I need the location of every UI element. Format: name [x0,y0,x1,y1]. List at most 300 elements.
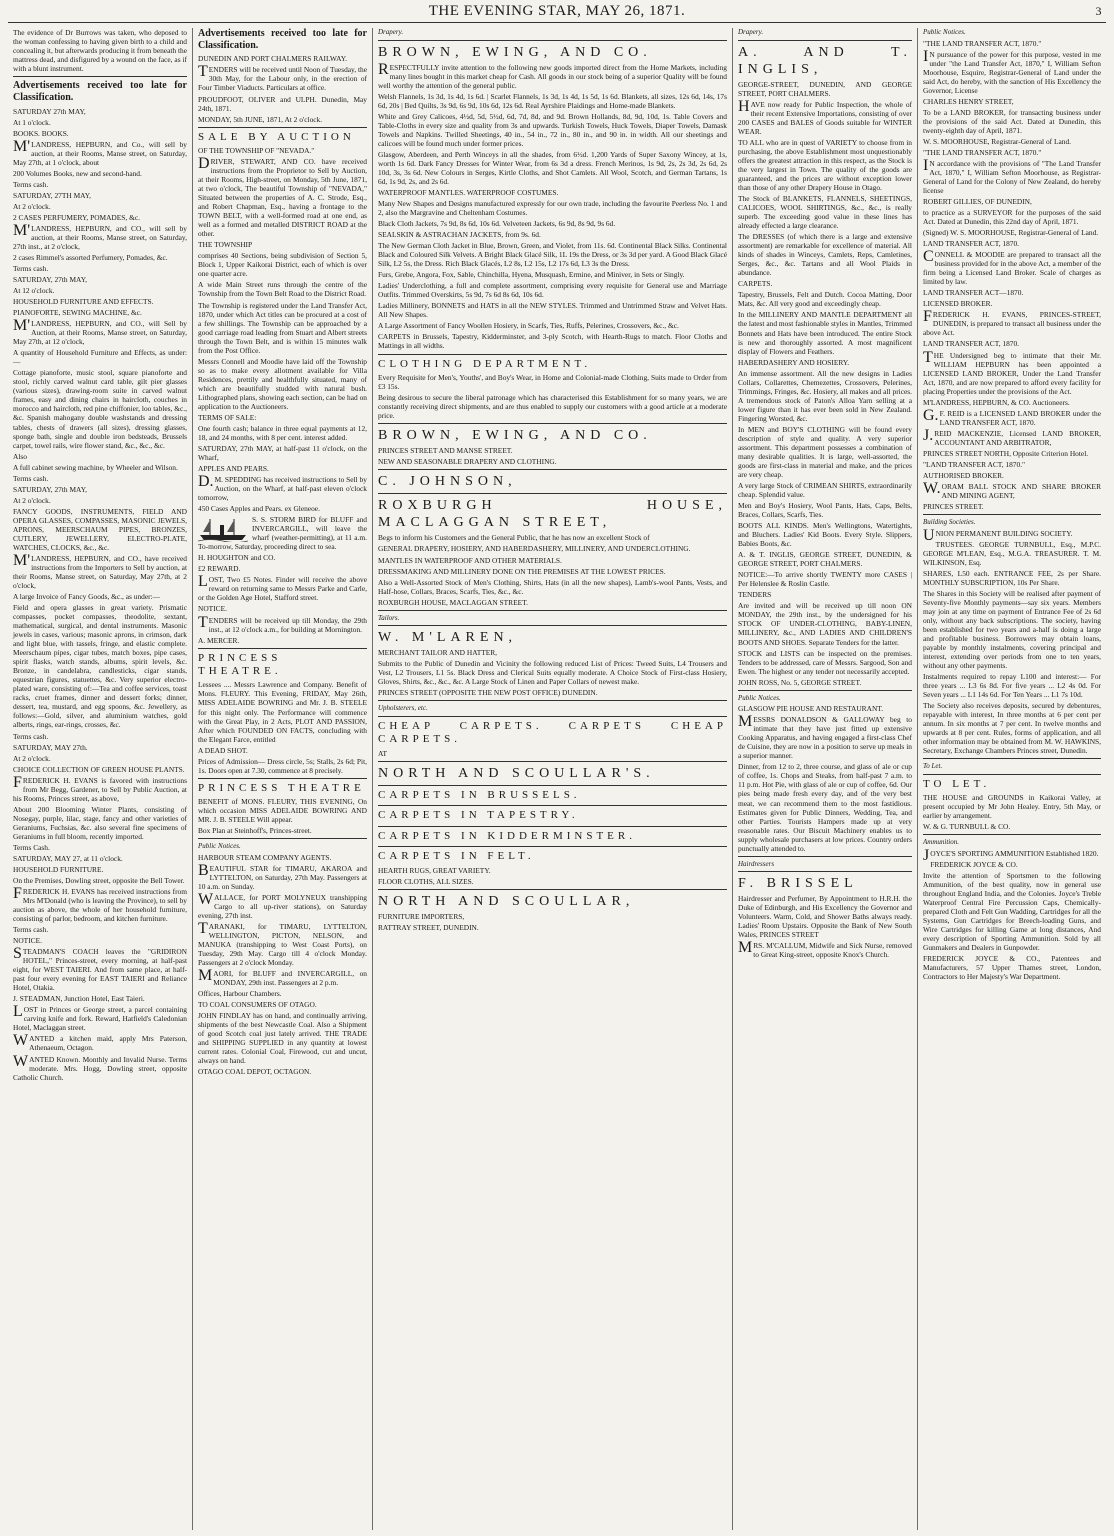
centered-line [198,853,367,862]
large-display-heading [378,893,727,910]
paragraph [738,570,912,588]
text: HOUSEHOLD FURNITURE. [13,864,104,874]
divider [923,758,1101,759]
display-heading [198,782,367,795]
centered-line [13,743,187,752]
text: CARPETS IN TAPESTRY. [378,809,579,822]
divider [378,625,727,626]
text: M'LANDRESS, HEPBURN, and Co., will sell by auction, at their Rooms, Manse street, on Saturday, May 27th, at 1 o'clock, about [13,137,187,167]
text: Building Societies. [923,518,976,526]
centered-line [923,398,1101,407]
column-4 [733,28,918,1530]
centered-line [923,239,1101,248]
display-heading [923,778,1101,791]
text: MAORI, for BLUFF and INVERCARGILL, on MONDAY, 29th inst. Passengers at 2 p.m. [198,967,367,988]
divider [378,700,727,701]
text: TENDERS will be received until Noon of Tuesday, the 30th May, for the Labour only, in the erection of Four Timber Viaducts. Particulars at office. [198,63,367,93]
text: NEW AND SEASONABLE DRAPERY AND CLOTHING. [378,457,557,467]
text: At 2 o'clock. [13,495,51,505]
centered-line [923,148,1101,157]
text: A very large Stock of CRIMEAN SHIRTS, extraordinarily cheap. Splendid value. [738,481,912,500]
large-display-heading [378,427,727,444]
centered-line [198,826,367,835]
centered-line [198,604,367,613]
paragraph [923,701,1101,755]
text: At 1 o'clock. [13,117,51,127]
text: MRS. M'CALLUM, Midwife and Sick Nurse, removed to Great King-street, opposite Knox's Church. [738,939,912,960]
text: JOHN FINDLAY has on hand, and continually arriving, shipments of the best Newcastle Coal. Also a Shipment of good Scotch coal just lately arrived. THE TRADE and SHIPPING SUPPLIED in any quantity at lowest current rates. Colonial Coal, Firewood, cut and uncut, always on hand. [198,1011,367,1066]
text: Ladies Millinery, BONNETS and HATS in all the NEW STYLES. Trimmed and Untrimmed Straw and Velvet Hats. All New Shapes. [378,301,727,320]
text: PIANOFORTE, SEWING MACHINE, &c. [13,308,142,318]
text: The Stock of BLANKETS, FLANNELS, SHEETINGS, CALICOES, WOOL SHIRTINGS, &c., &c., is really superb. The exceeding good value in these lines has already effected a large clearance. [738,194,912,231]
centered-line [13,107,187,116]
centered-line [378,301,727,319]
advert-paragraph [198,613,367,634]
paragraph [923,108,1101,135]
centered-line [378,446,727,455]
text: NOTICE. [198,604,227,614]
centered-line [13,765,187,774]
text: A. & T. INGLIS, GEORGE STREET, DUNEDIN, & GEORGE STREET, PORT CHALMERS. [738,550,912,569]
text: J. STEADMAN, Junction Hotel, East Taieri. [13,994,145,1004]
advert-paragraph [198,575,367,602]
text: Advertisements received too late for Classification. [13,80,187,104]
centered-line [378,556,727,565]
category-heading [923,762,1101,771]
advert-paragraph [198,890,367,920]
text: 450 Cases Apples and Pears. ex Gleneoe. [198,504,320,514]
text: A quantity of Household Furniture and Effects, as under:— [13,348,187,367]
divider [378,826,727,827]
text: APPLES AND PEARS. [198,464,269,474]
centered-line [738,550,912,568]
text: Hairdressers [738,859,775,868]
centered-line [13,118,187,127]
text: About 200 Blooming Winter Plants, consisting of Nosegay, purple, lilac, stage, fancy and other varieties of Geraniums, Fuchsias, &c. also several fine specimens of Geraniums in full bloom, recently imported. [13,804,187,841]
text: PRINCES STREET AND MANSE STREET. [378,446,513,456]
text: ROXBURGH HOUSE, MACLAGGAN STREET. [378,597,528,607]
text: TARANAKI, for TIMARU, LYTTELTON, WELLINGTON, PICTON, NELSON, and MANUKA (transhipping to West Coast Ports), on Tuesday, 29th May. Cargo till 4 o'clock Monday. Passengers at 2 o'clock Monday. [198,920,367,968]
centered-line [13,485,187,494]
text: "THE LAND TRANSFER ACT, 1870." [923,38,1042,48]
advert-paragraph [198,65,367,92]
text: One fourth cash; balance in three equal payments at 12, 18, and 24 months, with 8 per cent. interest added. [198,423,367,442]
advert-paragraph [923,426,1101,447]
centered-line [198,746,367,755]
centered-line [378,659,727,686]
centered-line [198,1067,367,1076]
column-3 [373,28,733,1530]
text: JOYCE'S SPORTING AMMUNITION Established 1820. [923,846,1099,864]
centered-line [13,129,187,138]
centered-line [738,358,912,367]
text: Tailors. [378,613,400,622]
text: IN pursuance of the power for this purpose, vested in me under "the Land Transfer Act, 1870," I, William Sefton Moorhouse, Esquire, Registrar-General of Land under the said Act, do hereby, with the sanction of His Excellency the Governor, License [923,47,1101,95]
divider [198,648,367,649]
centered-line [738,704,912,713]
advert-paragraph [923,526,1101,544]
text: DRIVER, STEWART, AND CO. have received instructions from the Proprietor to Sell by Auction, at their Rooms, High-street, on Monday, 5th June, 1871, at two o'clock, The beautiful Township of "NEVADA," Situated between the properties of A. C. Strode, Esq., and Robert Chapman, Esq., having a frontage to the TOWN BELT, with a well-formed road at one end, as well as a formed and metalled DISTRICT ROAD at the other. [198,155,367,239]
centered-line [13,732,187,741]
text: RESPECTFULLY invite attention to the following new goods imported direct from the Home Markets, including many lines bought in this market cheap for Cash. All goods in our stock being of a superior Quality will be found well worthy the attention of the general public. [378,60,727,90]
advert-paragraph [13,551,187,590]
masthead-title: THE EVENING STAR, MAY 26, 1871. [428,3,686,19]
text: THE HOUSE and GROUNDS in Kaikorai Valley, at present occupied by Mr John Healey. Entry, 5th May, or earlier by arrangement. [923,793,1101,821]
centered-line [923,471,1101,480]
text: Tapestry, Brussels, Felt and Dutch. Cocoa Matting, Door Mats, &c. All very good and exceedingly cheap. [738,290,912,309]
text: Ammunition. [923,838,959,847]
text: F. BRISSEL [738,876,858,892]
large-display-heading [378,497,727,531]
centered-line [923,137,1101,146]
paragraph [738,601,912,646]
paragraph [198,504,367,513]
text: Ladies' Underclothing, a full and complete assortment, comprising every requisite for General use and Marriage Outfits. Trimmed Overskirts, 5s 9d, 7s 6d 8s 6d, 10s 6d. [378,281,727,300]
text: SATURDAY, MAY 27, at 11 o'clock. [13,853,123,863]
text: W. S. MOORHOUSE, Registrar-General of Land. [923,136,1071,146]
section-header [13,80,187,104]
paragraph [738,481,912,499]
column-1 [8,28,193,1530]
text: M'LANDRESS, HEPBURN, & CO. Auctioneers. [923,397,1070,407]
centered-line [13,854,187,863]
centered-line [198,1000,367,1009]
centered-line [378,457,727,466]
text: THE TOWNSHIP [198,240,253,250]
text: Invite the attention of Sportsmen to the following Ammunition, of the best quality, now in general use throughout England India, and the Colonies. Joyce's Treble Waterproof Central Fire Percussion Caps, Chemically-prepared Cloth and Felt Gun Wadding, Cartridges for all the Systems, Gun Cartridges for Breech-loading Guns, and Wire Cartridges for killing Game at long distances, And every description of Sporting Ammunition. Sold by all Gunmakers and Dealers in Gunpowder. [923,870,1101,953]
text: Upholsterers, etc. [378,704,428,713]
text: White and Grey Calicoes, 4½d, 5d, 5½d, 6d, 7d, 8d, and 9d. Brown Hollands, 8d, 9d, 10d, 1s. Table Covers and Table-Cloths in every size and quality from 3s and upwards. Turkish Towels, Huck Towels, Diaper Towels, Damask Towels and Napkins. Twilled Sheetings, 40 in., 54 in., 72 in., 80 in., and 90 in. in width. All our sheetings and calicoes will be found much under former prices. [378,111,727,148]
paragraph [738,232,912,277]
section-header [198,28,367,52]
paragraph [923,672,1101,699]
text: To Let. [923,762,943,771]
text: BOOKS. BOOKS. [13,128,69,138]
text: S. S. STORM BIRD for BLUFF and INVERCARGILL, will leave the wharf (weather-permitting), at 11 a.m. To-morrow, Saturday, proceeding direct to sea. [198,515,367,552]
text: SATURDAY, 27th MAY, at half-past 11 o'clock, on the Wharf, [198,443,367,462]
ship-advert [198,515,367,551]
advert-paragraph [923,479,1101,500]
text: The Society also receives deposits, secured by debentures, repayable with interest, In three months at 6 per cent per annum. In six months at 7 per cent. In twelve months and upwards at 8 per cent. Rules, forms of application, and all other information may be obtained from M. W. HAWKINS, Secretary, Exchange Chambers Princes street, Dunedin. [923,701,1101,756]
category-heading [923,28,1101,37]
paragraph [13,253,187,262]
text: ROBERT GILLIES, OF DUNEDIN, [923,197,1032,207]
advert-paragraph [378,60,727,90]
centered-line [378,188,727,197]
text: SATURDAY, 27th MAY, [13,275,87,285]
text: A large Invoice of Fancy Goods, &c., as under:— [13,592,161,602]
centered-line [198,95,367,113]
text: Terms cash. [13,179,49,189]
display-heading [198,131,367,144]
paragraph [198,357,367,411]
text: HAVE now ready for Public Inspection, the whole of their recent Extensive Importations, consisting of over 200 CASES and BALES of Goods suitable for WINTER WEAR. [738,97,912,136]
divider [923,514,1101,515]
advert-paragraph [198,969,367,987]
text: An immense assortment. All the new designs in Ladies Collars, Collarettes, Chemezettes, Crossovers, Pelerines, Trimmings, Fringes, &c. Hosiery, all makes and all prices. A tremendous stock of Paton's Alloa Yarn selling at a lower figure than it has ever been sold in New Zealand. Fingering Worsted, &c. [738,368,912,423]
text: Every Requisite for Men's, Youths', and Boy's Wear, in Home and Colonial-made Clothing, Suits made to Order from £3 15s. [378,372,727,391]
paragraph [13,805,187,841]
text: Dinner, from 12 to 2, three course, and glass of ale or cup of coffee, 1s. Chops and Steaks, from half-past 7 a.m. to 11 p.m. Hot Pie, with glass of ale or cup of coffee, 6d. Our pies being made fresh every day, and of the very best meat, we can recommend them to the most fastidious. Estimates given for Public Dinners, Wedding, Tea, and other Parties. Tourists Hampers made up at very reasonable rates. Our Biscuit Machinery enables us to supply wholesale purchasers at low prices. Country orders punctually attended to. [738,762,912,853]
text: Also [13,451,27,461]
text: MANTLES IN WATERPROOF AND OTHER MATERIALS. [378,555,562,565]
centered-line [198,553,367,562]
divider [738,690,912,691]
centered-line [738,590,912,599]
centered-line [13,474,187,483]
paragraph [13,348,187,366]
text: At 2 o'clock. [13,753,51,763]
text: WANTED Known. Monthly and Invalid Nurse. Terms moderate. Mrs. Hogg, Dowling street, opposite Catholic Church. [13,1052,187,1082]
text: 2 cases Rimmel's assorted Perfumery, Pomades, &c. [13,252,168,262]
text: CHARLES HENRY STREET, [923,96,1014,106]
text: SHARES, L50 each. ENTRANCE FEE, 2s per Share. MONTHLY SUBSCRIPTION, 10s Per Share. [923,568,1101,587]
text: (Signed) W. S. MOORHOUSE, Registrar-General of Land. [923,228,1099,238]
text: SATURDAY 27th MAY, [13,106,86,116]
advert-paragraph [13,137,187,167]
advert-paragraph [198,922,367,967]
text: LAND TRANSFER ACT—1870. [923,288,1024,298]
paragraph [378,199,727,217]
centered-line [923,860,1101,869]
text: STEADMAN'S COACH leaves the "GRIDIRON HOTEL," Princes-street, every morning, at half-past eight, for WEST TAIERI. And from same place, at half-past four every evening for EAST TAIERI and Reliance Hotel, Otakia. [13,945,187,993]
divider [378,40,727,41]
text: TO ALL who are in quest of VARIETY to choose from in purchasing, the above Establishment most unquestionably offers the greatest attraction in this respect, as the Stock is the very largest in Town. The quality of the goods are guaranteed, and the prices are without exception lower than those of any other Drapery House in Otago. [738,137,912,193]
text: Messrs Connell and Moodie have laid off the Township so as to make every allotment available for Villa Residences, prettily and healthfully situated, many of which are beautifully studded with natural bush. Lithographed plans, showing each section, can be had on application to the Auctioneers. [198,356,367,411]
divider [738,40,912,41]
text: RATTRAY STREET, DUNEDIN. [378,922,479,932]
text: At 12 o'clock. [13,286,55,296]
paragraph [738,521,912,548]
text: to practice as a SURVEYOR for the purposes of the said Act. Dated at Dunedin, this 22nd day of April, 1871. [923,208,1101,227]
text: A Large Assortment of Fancy Woollen Hosiery, in Scarfs, Ties, Ruffs, Pelerines, Crossovers, &c., &c. [378,321,679,331]
text: M'LANDRESS, HEPBURN, and CO., will Sell by Auction, at their Rooms, Manse street, on Saturday, May 27th, at 12 o'clock, [13,317,187,347]
divider [378,761,727,762]
text: C. JOHNSON, [378,474,517,490]
text: FREDERICK JOYCE & CO. [930,859,1018,869]
text: FREDERICK H. EVANS has received instructions from Mrs M'Donald (who is leaving the Province), to sell by auction as above, the whole of her household furniture, consisting of parlor, bedroom, and kitchen furniture. [13,884,187,924]
text: Black Cloth Jackets, 7s 9d, 8s 6d, 10s 6d. Velveteen Jackets, 6s 9d, 8s 9d, 9s 6d. [378,219,616,229]
paragraph [13,28,187,73]
centered-line [13,865,187,874]
text: CARPETS in Brussels, Tapestry, Kidderminster, and 3-ply Scotch, with Hearth-Rugs to match. Floor Cloths and Mattings in all widths. [378,332,727,351]
text: CARPETS. [738,279,773,289]
category-heading [378,704,727,713]
text: ROXBURGH HOUSE, MACLAGGAN STREET, [378,498,727,531]
divider [378,610,727,611]
paragraph [378,219,727,228]
large-display-heading [378,44,727,61]
text: Terms cash. [13,731,49,741]
centered-line [198,464,367,473]
advert-paragraph [923,348,1101,396]
text: TO COAL CONSUMERS OF OTAGO. [198,1000,317,1010]
text: LAND TRANSFER ACT, 1870. [923,339,1020,349]
column-2 [193,28,373,1530]
display-heading [378,809,727,822]
divider [378,785,727,786]
centered-line [378,373,727,391]
steamship-icon [198,516,248,542]
text: Drapery. [378,28,404,36]
text: BROWN, EWING, AND CO. [378,428,652,444]
text: 2 CASES PERFUMERY, POMADES, &c. [13,212,140,222]
centered-line [13,994,187,1003]
display-heading [378,358,727,371]
centered-line [13,308,187,317]
text: LAND TRANSFER ACT, 1870. [923,239,1020,249]
centered-line [738,894,912,939]
paragraph [198,424,367,442]
divider [738,871,912,872]
advert-paragraph [198,157,367,238]
centered-line [13,507,187,552]
paragraph [198,280,367,298]
paragraph [738,290,912,308]
centered-line [923,460,1101,469]
centered-line [378,648,727,657]
text: DUNEDIN AND PORT CHALMERS RAILWAY. [198,54,347,64]
centered-line [378,567,727,576]
paragraph [378,270,727,279]
text: To be a LAND BROKER, for transacting business under the provisions of the said Act. Dated at Dunedin, this twenty-eighth day of April, 1871. [923,107,1101,135]
advert-paragraph [13,884,187,924]
centered-line [13,925,187,934]
divider [198,838,367,839]
text: M'LANDRESS, HEPBURN, and CO., have received instructions from the Importers to Sell by auction, at their Rooms, Manse street, on Saturday, May 27th, at 2 o'clock, [13,551,187,590]
centered-line [13,286,187,295]
text: The evidence of Dr Burrows was taken, who deposed to the woman confessing to having given birth to a child and concealing it, but afterwards producing it from beneath the mattress dead, and disfigured by a wound on the face, as if with a blunt instrument. [13,28,187,74]
text: AT [378,748,388,758]
centered-line [923,569,1101,587]
advert-paragraph [923,406,1101,427]
text: FURNITURE IMPORTERS, [378,911,465,921]
divider [198,778,367,779]
text: LOST in Princes or George street, a parcel containing carving knife and fork. Reward, Hatfield's Caledonian Hotel, Maclaggan street. [13,1003,187,1033]
text: FANCY GOODS, INSTRUMENTS, FIELD AND OPERA GLASSES, COMPASSES, MASONIC JEWELS, APRONS, MEERSCHAUM PIPES, BRONZES, CUTLERY, JEWELLERY, ELECTRO-PLATE, WATCHES, CLOCKS, &c., &c. [13,506,187,552]
paragraph [923,871,1101,952]
text: TRUSTEES. GEORGE TURNBULL, Esq., M.P.C. GEORGE M'LEAN, Esq., M.G.A. TREASURER. T. M. WILKINSON, Esq. [923,539,1101,567]
text: SALE BY AUCTION [198,130,355,143]
centered-line [198,564,367,573]
text: Terms cash. [13,473,49,483]
text: PRINCESS THEATRE. [198,651,282,677]
paragraph [738,194,912,230]
text: PRINCES STREET NORTH, Opposite Criterion Hotel. [923,448,1089,458]
divider [738,856,912,857]
paragraph [198,1011,367,1065]
centered-line [13,876,187,885]
text: Also a Well-Assorted Stock of Men's Clothing, Shirts, Hats (in all the new shapes), Lamb's-wool Pants, Vests, and Half-hose, Collars, Braces, Scarfs, Ties, &c., &c. [378,577,727,596]
text: WANTED a kitchen maid, apply Mrs Paterson, Athenaeum, Octagon. [13,1032,187,1053]
text: Terms cash. [13,264,49,273]
divider [378,469,727,470]
text: CHEAP CARPETS. CARPETS CHEAP CARPETS. [378,719,727,746]
masthead [8,0,1106,23]
display-heading [378,850,727,863]
text: OF THE TOWNSHIP OF "NEVADA." [198,146,315,155]
text: CARPETS IN BRUSSELS. [378,788,581,801]
text: A DEAD SHOT. [198,745,248,755]
centered-line [13,202,187,211]
centered-line [378,923,727,932]
text: The Township is registered under the Land Transfer Act, 1870, under which Act titles can be procured at a cost of a few shillings. The Township can be approached by a good carriage road leading from Stuart and Albert streets through the Town Belt, and is within 15 minutes walk from the Post Office. [198,300,367,355]
text: Many New Shapes and Designs manufactured expressly for our own trade, including the favourite Peerless No. 1 and 2, also the Margravine and Cheltenham Costumes. [378,199,727,218]
text: Field and opera glasses in great variety. Prismatic compasses, pocket compasses, theodolite, sextant, mathematical, surgical, and dental instruments. Masonic jewels in cases, various; masonic aprons, in crimson, dark and light blue, with tassels, fringe, and elastic complete. Meerschaum pipes, cigar tubes, match boxes, pipe cases, spirit flasks, watch stands, albums, spirit levels, &c. Bronze, in candelabra, candlesticks, cigar stands, equestrian figures, statuettes, &c. Very superior electro-plated ware, consisting of:—Tea and coffee services, toast racks, cruet frames, dinner and dessert forks; dinner, dessert, tea, mustard, and egg spoons, &c. Jewellery, as follows:—Gold, silver, and aluminium watches, gold alberts, rings, ear-rings, crosses, &c. [13,603,187,730]
centered-line [13,452,187,461]
text: PROUDFOOT, OLIVER and ULPH. Dunedin, May 24th, 1871. [198,94,367,113]
text: Are invited and will be received up till noon ON MONDAY, the 29th inst., by the undersigned for his STOCK OF UNDER-CLOTHING, BABY-LINEN, MILLINERY, &c., AND LADIES AND CHILDREN'S BOOTS AND SHOES. Separate Tenders for the latter. [738,601,912,647]
text: SATURDAY, 27TH MAY, [13,190,92,200]
text: In the MILLINERY AND MANTLE DEPARTMENT all the latest and most fashionable styles in Mantles, Trimmed Bonnets and Hats have been introduced. The entire Stock is new and thoroughly assorted. A most magnificent display of Flowers and Feathers. [738,310,912,356]
centered-line [13,936,187,945]
category-heading [923,518,1101,527]
divider [378,354,727,355]
centered-line [923,502,1101,511]
text: Terms cash. [13,925,49,935]
paragraph [378,150,727,186]
centered-line [13,264,187,273]
text: BOOTS ALL KINDS. Men's Wellingtons, Watertights, and Bluchers. Ladies' Kid Boots. Every Style. Slippers, Babies Boots, &c. [738,521,912,549]
category-heading [738,694,912,703]
centered-line [198,636,367,645]
text: WATERPROOF MANTLES. WATERPROOF COSTUMES. [378,188,559,198]
text: A. AND T. INGLIS, [738,44,912,77]
paragraph [198,680,367,743]
divider [378,889,727,890]
text: FLOOR CLOTHS, ALL SIZES. [378,876,474,886]
text: PRINCES STREET (OPPOSITE THE NEW POST OFFICE) DUNEDIN. [378,688,598,698]
centered-line [923,822,1101,831]
centered-line [378,230,727,239]
text: FREDERICK H. EVANS is favored with instructions from Mr Begg, Gardener, to Sell by Public Auction, at his Rooms, Princes street, as above, [13,773,187,803]
paragraph [198,251,367,278]
centered-line [198,240,367,249]
centered-line [198,797,367,824]
text: Being desirous to secure the liberal patronage which has characterised this Establishment for so many years, we are constantly receiving direct shipments, and are thus enabled to supply our customers with a good article at a moderate price. [378,392,727,421]
text: STOCK and LISTS can be inspected on the premises. Tenders to be addressed, care of Messrs. Sargood, Son and Ewen. The highest or any tender not necessarily accepted. [738,648,912,676]
text: DRESSMAKING AND MILLINERY DONE ON THE PREMISES AT THE LOWEST PRICES. [378,566,666,576]
centered-line [923,540,1101,567]
text: CLOTHING DEPARTMENT. [378,357,592,370]
text: 200 Volumes Books, new and second-hand. [13,168,142,178]
centered-line [198,444,367,462]
display-heading [198,652,367,679]
text: SATURDAY, 27th MAY, [13,484,87,494]
text: NORTH AND SCOULLAR'S. [378,765,655,781]
text: TENDERS will be received up till Monday, the 29th inst., at 12 o'clock a.m., for building at Mornington. [198,613,367,634]
paragraph [13,169,187,178]
text: TERMS OF SALE: [198,412,257,422]
centered-line [13,754,187,763]
column-5 [918,28,1106,1530]
centered-line [378,912,727,921]
paragraph [923,589,1101,670]
text: Public Notices. [738,693,781,702]
text: W. M'LAREN, [378,630,518,646]
advert-paragraph [13,221,187,251]
advert-paragraph [738,941,912,959]
centered-line [378,544,727,553]
page-number: 3 [1095,4,1102,18]
display-heading [378,720,727,747]
text: AUTHORISED BROKER. [923,470,1004,480]
text: "LAND TRANSFER ACT, 1870." [923,459,1026,469]
centered-line [13,180,187,189]
advert-paragraph [738,97,912,136]
paragraph [198,757,367,775]
category-heading [738,28,912,37]
